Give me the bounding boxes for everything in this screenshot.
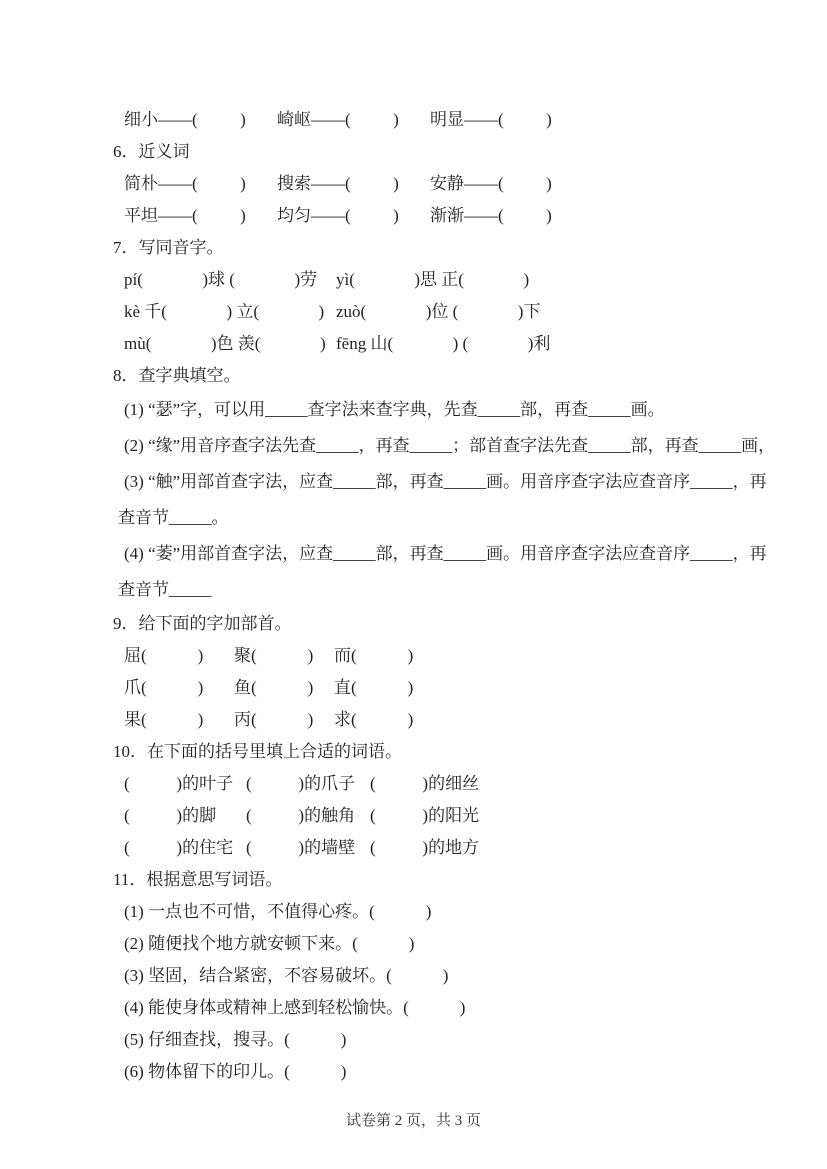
page-footer [0, 1110, 827, 1132]
dictionary-item: (4) “萎”用部首查字法，应查_____部，再查_____画。用音序查字法应查音序_____，再 [124, 544, 767, 563]
homophone-row [124, 328, 827, 360]
homophone-blank-group: zuò( )位 ( )下 [336, 302, 541, 321]
radical-blank-item: 而( ) [334, 646, 414, 665]
dictionary-item: (1) “瑟”字，可以用_____查字法来查字典，先查_____部，再查_____画。 [124, 400, 665, 419]
definition-item: (4) 能使身体或精神上感到轻松愉快。( ) [124, 998, 466, 1017]
phrase-row [124, 800, 827, 832]
homophone-blank-group: pí( )球 ( )劳 [124, 270, 318, 289]
synonym-blank-item: 均匀——( ) [277, 206, 399, 225]
dictionary-item: (2) “缘”用音序查字法先查_____，再查_____；部首查字法先查_____部，再查_____画， [124, 436, 776, 455]
phrase-row [124, 832, 827, 864]
radical-blank-item: 直( ) [334, 678, 414, 697]
synonym-blank-item: 简朴——( ) [124, 174, 246, 193]
radical-blank-item: 丙( ) [234, 710, 314, 729]
question-7-title: 7．写同音字。 [113, 238, 224, 257]
radical-blank-item: 求( ) [334, 710, 414, 729]
phrase-blank-item: ( )的爪子 [246, 774, 356, 793]
phrase-blank-item: ( )的住宅 [124, 838, 234, 857]
dictionary-item-continuation: 查音节_____ [118, 580, 212, 599]
synonym-row [124, 168, 827, 200]
phrase-blank-item: ( )的脚 [124, 806, 217, 825]
homophone-blank-group: fēng 山( ) ( )利 [336, 334, 551, 353]
homophone-row [124, 296, 827, 328]
definition-item: (1) 一点也不可惜，不值得心疼。( ) [124, 902, 432, 921]
dictionary-item-continuation: 查音节_____。 [118, 508, 229, 527]
synonym-blank-item: 搜索——( ) [277, 174, 399, 193]
radical-blank-item: 果( ) [124, 710, 204, 729]
antonym-blank-item: 崎岖——( ) [277, 110, 399, 129]
synonym-row [124, 200, 827, 232]
definition-item: (3) 坚固，结合紧密，不容易破坏。( ) [124, 966, 449, 985]
synonym-blank-item: 平坦——( ) [124, 206, 246, 225]
radical-row [124, 672, 827, 704]
definition-item: (2) 随便找个地方就安顿下来。( ) [124, 934, 415, 953]
phrase-blank-item: ( )的墙壁 [246, 838, 356, 857]
radical-blank-item: 聚( ) [234, 646, 314, 665]
antonym-blank-item: 明显——( ) [430, 110, 552, 129]
phrase-blank-item: ( )的叶子 [124, 774, 234, 793]
phrase-row [124, 768, 827, 800]
definition-item: (6) 物体留下的印儿。( ) [124, 1062, 347, 1081]
phrase-blank-item: ( )的阳光 [370, 806, 480, 825]
dictionary-item: (3) “触”用部首查字法，应查_____部，再查_____画。用音序查字法应查音序_____，再 [124, 472, 767, 491]
homophone-blank-group: mù( )色 羡( ) [124, 334, 326, 353]
synonym-blank-item: 渐渐——( ) [430, 206, 552, 225]
radical-row [124, 704, 827, 736]
question-6-title: 6．近义词 [113, 142, 190, 161]
question-11-title: 11．根据意思写词语。 [113, 870, 283, 889]
synonym-blank-item: 安静——( ) [430, 174, 552, 193]
phrase-blank-item: ( )的细丝 [370, 774, 480, 793]
definition-item: (5) 仔细查找，搜寻。( ) [124, 1030, 347, 1049]
antonym-row [124, 104, 827, 136]
homophone-blank-group: yì( )思 正( ) [336, 270, 530, 289]
phrase-blank-item: ( )的触角 [246, 806, 356, 825]
phrase-blank-item: ( )的地方 [370, 838, 480, 857]
radical-blank-item: 屈( ) [124, 646, 204, 665]
radical-row [124, 640, 827, 672]
question-9-title: 9．给下面的字加部首。 [113, 614, 292, 633]
radical-blank-item: 爪( ) [124, 678, 204, 697]
antonym-blank-item: 细小——( ) [124, 110, 246, 129]
radical-blank-item: 鱼( ) [234, 678, 314, 697]
question-8-title: 8．查字典填空。 [113, 366, 241, 385]
question-10-title: 10．在下面的括号里填上合适的词语。 [113, 742, 402, 761]
page-number-text: 试卷第 2 页，共 3 页 [345, 1113, 481, 1129]
homophone-row [124, 264, 827, 296]
homophone-blank-group: kè 千( ) 立( ) [124, 302, 325, 321]
